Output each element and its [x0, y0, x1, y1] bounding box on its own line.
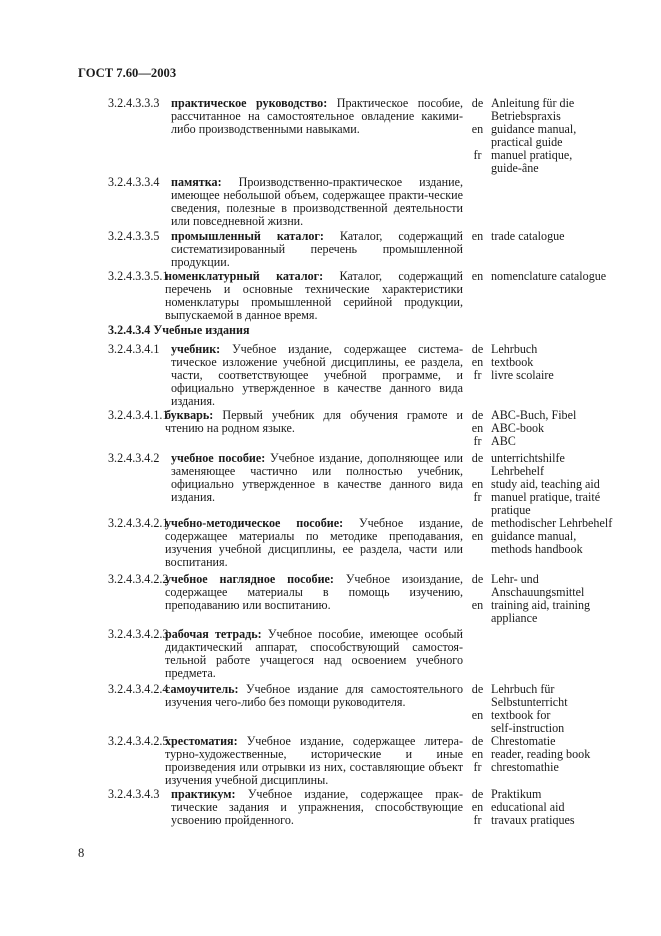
- equivalent-term: chrestomathie: [491, 760, 559, 774]
- term-number: 3.2.4.3.3.5.1: [108, 269, 169, 283]
- term-entry: [108, 175, 618, 228]
- term-name: учебник:: [171, 342, 221, 356]
- term-number: 3.2.4.3.4.2: [108, 451, 160, 465]
- language-code: en: [471, 355, 484, 369]
- equivalent-term: textbook: [491, 355, 534, 369]
- equivalent-row: [466, 230, 636, 243]
- foreign-equivalents: [466, 735, 636, 774]
- equivalent-row: [466, 814, 636, 827]
- equivalent-term: Lehr- und: [491, 572, 539, 586]
- term-name: учебное пособие:: [171, 451, 266, 465]
- equivalent-term: trade catalogue: [491, 229, 565, 243]
- term-definition: [165, 517, 463, 569]
- equivalent-term: Betriebspraxis: [491, 109, 561, 123]
- language-code: [466, 612, 489, 625]
- equivalent-term: training aid, training: [491, 598, 591, 612]
- term-entry: [108, 734, 618, 787]
- equivalent-term: Selbstunterricht: [491, 695, 568, 709]
- foreign-equivalents: [466, 97, 636, 175]
- term-definition: [171, 452, 463, 504]
- definition-text: Каталог, содержащий перечень и основные технические характеристики номенклатуры промышленной серийной продукции, выпускаемой в данное время.: [165, 269, 463, 322]
- definition-text: Учебное изоиздание, содержащее материалы в помощь изучению, преподаванию или воспитанию.: [165, 572, 463, 612]
- term-name: букварь:: [165, 408, 214, 422]
- equivalent-row: [466, 270, 636, 283]
- term-definition: [165, 628, 463, 680]
- equivalent-term: Praktikum: [491, 787, 542, 801]
- term-entry: [108, 229, 618, 269]
- term-definition: [171, 230, 463, 269]
- term-number: 3.2.4.3.4.1: [108, 342, 160, 356]
- definition-text: Практическое пособие, рассчитанное на самостоятельное овладение какими-либо производственными навыками.: [171, 96, 463, 136]
- language-code: [466, 543, 489, 556]
- term-definition: [165, 735, 463, 787]
- term-definition: [165, 573, 463, 612]
- equivalent-row: [466, 162, 636, 175]
- definition-text: Учебное издание, содержащее литера-турно-художественные, исторические и иные произведения или отрывки из них, составляющие объект изучения учебной дисциплины.: [165, 734, 463, 787]
- term-definition: [165, 409, 463, 435]
- term-name: номенклатурный каталог:: [165, 269, 324, 283]
- term-name: учебно-методическое пособие:: [165, 516, 344, 530]
- term-entry: [108, 572, 618, 625]
- term-name: промышленный каталог:: [171, 229, 324, 243]
- term-number: 3.2.4.3.4.2.1: [108, 516, 169, 530]
- term-entry: [108, 96, 618, 175]
- term-number: 3.2.4.3.4.2.2: [108, 572, 169, 586]
- equivalent-term: methodischer Lehrbehelf: [491, 516, 613, 530]
- foreign-equivalents: [466, 683, 636, 735]
- foreign-equivalents: [466, 788, 636, 827]
- language-code: en: [471, 229, 484, 243]
- language-code: en: [471, 529, 484, 543]
- term-name: памятка:: [171, 175, 222, 189]
- term-definition: [171, 176, 463, 228]
- equivalent-term: Anleitung für die: [491, 96, 575, 110]
- term-number: 3.2.4.3.3.5: [108, 229, 160, 243]
- equivalent-term: livre scolaire: [491, 368, 554, 382]
- foreign-equivalents: [466, 343, 636, 382]
- language-code: fr: [473, 434, 482, 448]
- term-definition: [171, 97, 463, 136]
- term-definition: [165, 683, 463, 709]
- language-code: en: [471, 708, 484, 722]
- language-code: de: [471, 451, 484, 465]
- equivalent-term: ABC-book: [491, 421, 545, 435]
- language-code: fr: [473, 813, 482, 827]
- term-name: практикум:: [171, 787, 236, 801]
- term-entry: [108, 451, 618, 517]
- equivalent-term: guide-âne: [491, 161, 539, 175]
- foreign-equivalents: [466, 573, 636, 625]
- term-definition: [171, 788, 463, 827]
- document-header: ГОСТ 7.60—2003: [78, 66, 177, 80]
- foreign-equivalents: [466, 230, 636, 243]
- term-name: рабочая тетрадь:: [165, 627, 262, 641]
- term-number: 3.2.4.3.4.2.5: [108, 734, 169, 748]
- language-code: fr: [473, 148, 482, 162]
- language-code: de: [471, 516, 484, 530]
- language-code: en: [471, 421, 484, 435]
- equivalent-term: ABC-Buch, Fibel: [491, 408, 577, 422]
- definition-text: Учебное пособие, имеющее особый дидактический аппарат, способствующий самостоя-тельной работе учащегося над освоением учебного предмета.: [165, 627, 463, 680]
- equivalent-row: [466, 761, 636, 774]
- equivalent-term: unterrichtshilfe: [491, 451, 565, 465]
- term-entry: [108, 269, 618, 322]
- equivalent-term: guidance manual,: [491, 529, 577, 543]
- equivalent-term: methods handbook: [491, 542, 583, 556]
- language-code: en: [471, 747, 484, 761]
- definition-text: Учебное издание, содержащее прак-тические задания и упражнения, способствующие усвоению пройденного.: [171, 787, 463, 827]
- equivalent-term: pratique: [491, 503, 531, 517]
- language-code: de: [471, 342, 484, 356]
- term-definition: [171, 343, 463, 408]
- equivalent-term: nomenclature catalogue: [491, 269, 607, 283]
- term-name: самоучитель:: [165, 682, 239, 696]
- definition-text: Учебное издание, содержащее материалы по методике преподавания, изучения учебной дисциплины, ее раздела, части или воспитания.: [165, 516, 463, 569]
- page-number: 8: [78, 846, 85, 860]
- equivalent-term: guidance manual,: [491, 122, 577, 136]
- equivalent-row: [466, 369, 636, 382]
- term-name: хрестоматия:: [165, 734, 238, 748]
- equivalent-term: Lehrbuch: [491, 342, 538, 356]
- term-entry: [108, 682, 618, 735]
- term-name: учебное наглядное пособие:: [165, 572, 334, 586]
- language-code: en: [471, 269, 484, 283]
- term-number: 3.2.4.3.4.1.1: [108, 408, 169, 422]
- equivalent-term: educational aid: [491, 800, 565, 814]
- language-code: en: [471, 477, 484, 491]
- foreign-equivalents: [466, 452, 636, 517]
- language-code: [466, 162, 489, 175]
- language-code: en: [471, 800, 484, 814]
- term-entry: [108, 627, 618, 680]
- equivalent-term: manuel pratique,: [491, 148, 573, 162]
- foreign-equivalents: [466, 517, 636, 556]
- definition-text: Учебное издание для самостоятельного изучения чего-либо без помощи руководителя.: [165, 682, 463, 709]
- equivalent-row: [466, 435, 636, 448]
- foreign-equivalents: [466, 270, 636, 283]
- term-definition: [165, 270, 463, 322]
- language-code: de: [471, 572, 484, 586]
- equivalent-term: reader, reading book: [491, 747, 591, 761]
- definition-text: Производственно-практическое издание, имеющее небольшой объем, содержащее практи-ческие сведения, полезные в производственной деятельности или повседневной жизни.: [171, 175, 463, 228]
- equivalent-term: Lehrbuch für: [491, 682, 555, 696]
- term-entry: [108, 516, 618, 569]
- term-entry: [108, 787, 618, 827]
- term-number: 3.2.4.3.3.3: [108, 96, 160, 110]
- equivalent-term: ABC: [491, 434, 516, 448]
- equivalent-term: appliance: [491, 611, 538, 625]
- term-name: практическое руководство:: [171, 96, 328, 110]
- equivalent-term: travaux pratiques: [491, 813, 575, 827]
- language-code: fr: [473, 760, 482, 774]
- term-number: 3.2.4.3.4.2.4: [108, 682, 169, 696]
- term-number: 3.2.4.3.4.3: [108, 787, 160, 801]
- term-number: 3.2.4.3.3.4: [108, 175, 160, 189]
- language-code: de: [471, 682, 484, 696]
- language-code: fr: [473, 368, 482, 382]
- definition-text: Учебное издание, содержащее система-тическое изложение учебной дисциплины, ее раздела, части, соответствующее учебной программе, и официально утвержденное в качестве данного вида издания.: [171, 342, 464, 408]
- equivalent-term: textbook for: [491, 708, 551, 722]
- equivalent-term: Chrestomatie: [491, 734, 556, 748]
- equivalent-row: [466, 612, 636, 625]
- definition-text: Первый учебник для обучения грамоте и чтению на родном языке.: [165, 408, 464, 435]
- language-code: de: [471, 787, 484, 801]
- equivalent-term: self-instruction: [491, 721, 565, 735]
- definition-text: Каталог, содержащий систематизированный перечень промышленной продукции.: [171, 229, 463, 269]
- language-code: de: [471, 96, 484, 110]
- term-entry: [108, 342, 618, 408]
- term-entry: [108, 408, 618, 448]
- section-heading: 3.2.4.3.4 Учебные издания: [108, 323, 250, 337]
- equivalent-row: [466, 543, 636, 556]
- definition-text: Учебное издание, дополняющее или заменяющее частично или полностью учебник, официально утвержденное в качестве данного вида издания.: [171, 451, 463, 504]
- language-code: en: [471, 122, 484, 136]
- term-number: 3.2.4.3.4.2.3: [108, 627, 169, 641]
- equivalent-term: manuel pratique, traité: [491, 490, 601, 504]
- language-code: de: [471, 734, 484, 748]
- language-code: de: [471, 408, 484, 422]
- foreign-equivalents: [466, 409, 636, 448]
- equivalent-term: practical guide: [491, 135, 563, 149]
- equivalent-term: study aid, teaching aid: [491, 477, 600, 491]
- language-code: fr: [473, 490, 482, 504]
- equivalent-term: Anschauungsmittel: [491, 585, 585, 599]
- equivalent-term: Lehrbehelf: [491, 464, 545, 478]
- language-code: en: [471, 598, 484, 612]
